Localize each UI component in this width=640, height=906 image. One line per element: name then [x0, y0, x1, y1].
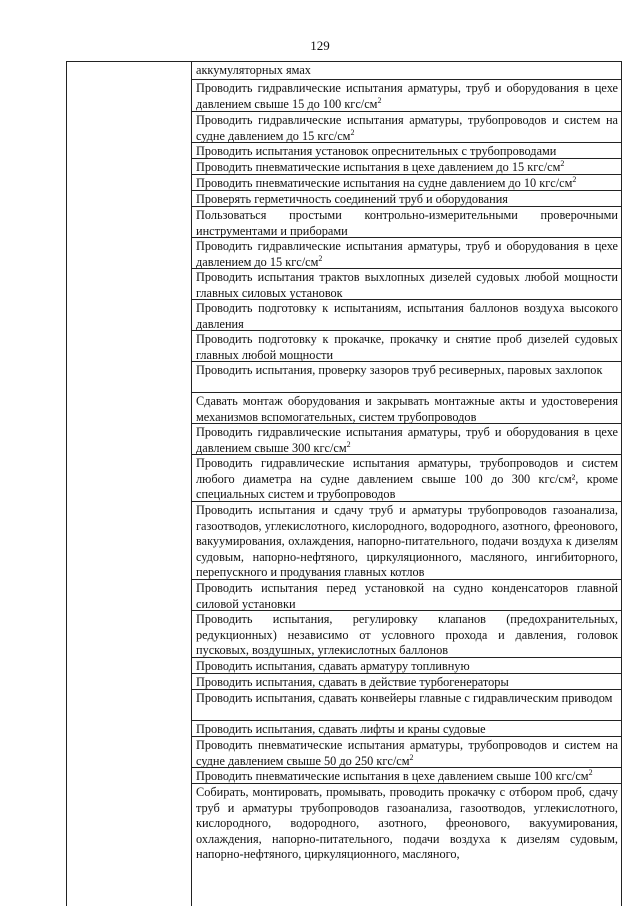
row-text: Проводить пневматические испытания в цехе давлением свыше 100 кгс/см — [196, 769, 589, 783]
table-row — [192, 658, 621, 674]
row-text: Проводить испытания, сдавать арматуру топливную — [196, 659, 470, 673]
table-row — [192, 238, 621, 269]
row-text: Собирать, монтировать, промывать, проводить прокачку с отбором проб, сдачу труб и арматуры трубопроводов газоанализа, газоотводов, углекислотного, кислородного, водородного, азотного, фреонового, вакуумирования, охлаждения, напорно-питательного, подачи воздуха к дизелям судовым, напорно-нефтяного, циркуляционного, масляного, — [196, 785, 618, 862]
row-superscript: 2 — [377, 95, 382, 105]
table-row — [192, 175, 621, 191]
row-text: Проводить пневматические испытания на судне давлением до 10 кгс/см — [196, 176, 573, 190]
table-row — [192, 455, 621, 502]
row-text: Проводить гидравлические испытания арматуры, труб и оборудования в цехе давлением свыше 300 кгс/см — [196, 425, 618, 455]
row-superscript: 2 — [318, 253, 323, 263]
table-row — [192, 393, 621, 424]
table-row — [192, 300, 621, 331]
row-text: Проводить подготовку к прокачке, прокачку и снятие проб дизелей судовых главных любой мощности — [196, 332, 618, 362]
row-text: Проводить подготовку к испытаниям, испытания баллонов воздуха высокого давления — [196, 301, 618, 331]
table-row — [192, 611, 621, 658]
table-row — [192, 207, 621, 238]
row-text: Проводить испытания, регулировку клапанов (предохранительных, редукционных) независимо от условного прохода и давления, головок пусковых, воздушных, углекислотных баллонов — [196, 612, 618, 658]
row-superscript: 2 — [572, 174, 577, 184]
row-text: Сдавать монтаж оборудования и закрывать монтажные акты и удостоверения механизмов вспомогательных, систем трубопроводов — [196, 394, 618, 424]
table-row — [192, 331, 621, 362]
row-superscript: 2 — [588, 767, 593, 777]
page-number: 129 — [310, 38, 330, 53]
table-row — [192, 502, 621, 580]
row-text: Проверять герметичность соединений труб и оборудования — [196, 192, 508, 206]
row-text: аккумуляторных ямах — [196, 63, 311, 77]
table-row — [192, 737, 621, 768]
row-text: Проводить испытания перед установкой на судно конденсаторов главной силовой установки — [196, 581, 618, 611]
table-row — [192, 690, 621, 721]
row-text: Проводить испытания, сдавать конвейеры главные с гидравлическим приводом — [196, 691, 613, 705]
table-row — [192, 362, 621, 393]
table-row — [192, 721, 621, 737]
table-frame — [66, 61, 622, 906]
row-text: Проводить пневматические испытания арматуры, трубопроводов и систем на судне давлением свыше 50 до 250 кгс/см — [196, 738, 618, 768]
table-row — [192, 784, 621, 894]
table-row — [192, 580, 621, 611]
table-row — [192, 112, 621, 143]
row-superscript: 2 — [350, 127, 355, 137]
table-row — [192, 424, 621, 455]
row-superscript: 2 — [409, 752, 414, 762]
table-row — [192, 191, 621, 207]
row-text: Проводить испытания, сдавать лифты и краны судовые — [196, 722, 486, 736]
row-text: Проводить испытания трактов выхлопных дизелей судовых любой мощности главных силовых установок — [196, 270, 618, 300]
table-rows — [192, 62, 621, 894]
row-text: Проводить гидравлические испытания арматуры, трубопроводов и систем на судне давлением до 15 кгс/см — [196, 113, 618, 143]
table-row — [192, 674, 621, 690]
table-row — [192, 269, 621, 300]
row-text: Проводить испытания, проверку зазоров труб ресиверных, паровых захлопок — [196, 363, 603, 377]
row-text: Проводить испытания, сдавать в действие турбогенераторы — [196, 675, 509, 689]
table-row — [192, 80, 621, 112]
table-row — [192, 143, 621, 159]
table-row — [192, 159, 621, 175]
row-text: Проводить испытания установок опреснительных с трубопроводами — [196, 144, 557, 158]
row-text: Проводить гидравлические испытания арматуры, труб и оборудования в цехе давлением до 15 кгс/см — [196, 239, 618, 269]
table-row — [192, 62, 621, 80]
row-text: Пользоваться простыми контрольно-измерительными проверочными инструментами и приборами — [196, 208, 618, 238]
row-text: Проводить гидравлические испытания арматуры, труб и оборудования в цехе давлением свыше 15 до 100 кгс/см — [196, 81, 618, 111]
row-text: Проводить гидравлические испытания арматуры, трубопроводов и систем любого диаметра на судне давлением свыше 100 до 300 кгс/см², кроме специальных систем и трубопроводов — [196, 456, 618, 502]
table-row — [192, 768, 621, 784]
row-superscript: 2 — [346, 439, 351, 449]
row-text: Проводить пневматические испытания в цехе давлением до 15 кгс/см — [196, 160, 561, 174]
row-text: Проводить испытания и сдачу труб и арматуры трубопроводов газоанализа, газоотводов, углекислотного, кислородного, водородного, азотного, фреонового, вакуумирования, охлаждения, напорно-питательного, подачи воздуха к дизелям судовым, напорно-нефтяного, циркуляционного, масляного, ингибиторного, перепускного и продувания главных котлов — [196, 503, 618, 580]
row-superscript: 2 — [560, 158, 565, 168]
